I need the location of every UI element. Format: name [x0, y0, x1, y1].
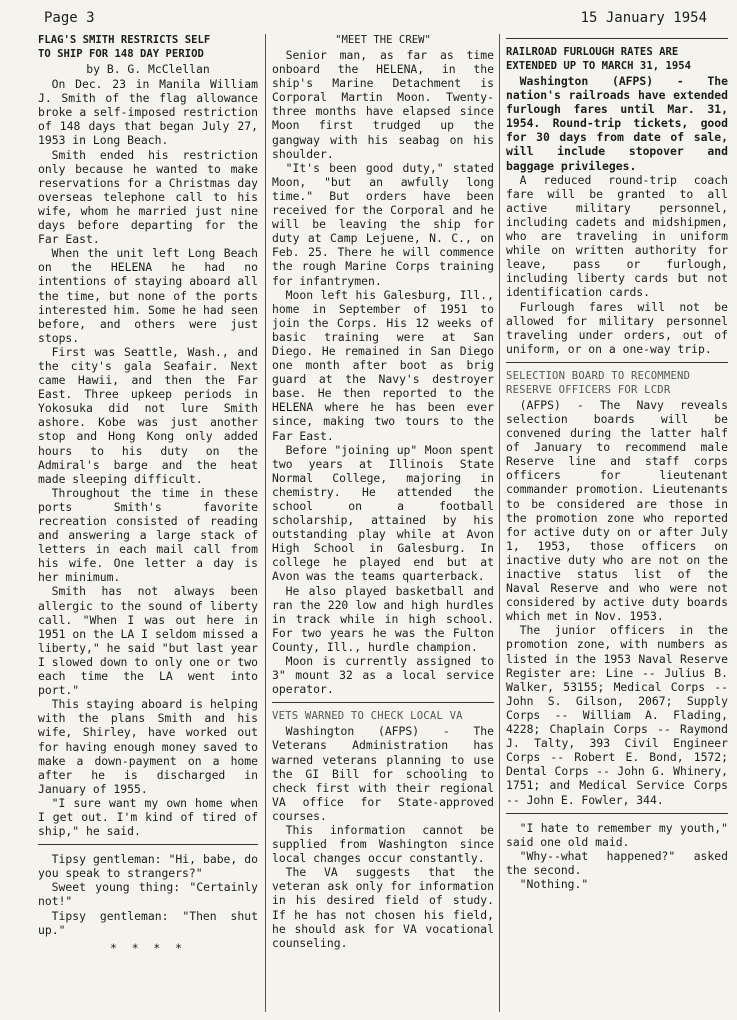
paragraph: "I sure want my own home when I get out. I'm kind of tired of ship," he said. [38, 795, 258, 839]
joke-line: "Nothing." [519, 876, 589, 891]
joke-line: "Why--what happened?" asked the second. [506, 848, 728, 877]
column-right [506, 34, 728, 1012]
paragraph: A reduced round-trip coach fare will be granted to all active military personnel, including cadets and midshipmen, who are traveling in uniform while on written authority for leave, pass or furlough, including liberty cards but not identification cards. [506, 172, 728, 300]
column-middle [272, 34, 494, 1012]
paragraph: Before "joining up" Moon spent two years at Illinois State Normal College, majoring in chemistry. He attended the school on a football scholarship, attained by his outstanding play while at Avon High School in Galesburg. In college he played end but at Avon was the teams quarterback. [272, 442, 494, 584]
headline-line: TO SHIP FOR 148 DAY PERIOD [38, 48, 204, 60]
section-stars: * * * * [109, 940, 186, 955]
paragraph: When the unit left Long Beach on the HELENA he had no intentions of staying aboard all the time, but none of the ports interested him. Some he had seen before, and others were just stops. [38, 246, 258, 345]
paragraph: Throughout the time in these ports Smith's favorite recreation consisted of reading and answering a large stack of letters in each mail call from his wife. One letter a day is her minimum. [38, 485, 258, 585]
filler-joke [506, 821, 728, 891]
headline-line: FLAG'S SMITH RESTRICTS SELF [38, 34, 211, 46]
article-vets-warned [272, 710, 494, 950]
article-smith-restriction [38, 34, 258, 838]
paragraph: The junior officers in the promotion zone, with numbers as listed in the 1953 Naval Reserve Register are: Line -- Julius B. Walker, 53155; Medical Corps -- John S. Gilson, 2067; Supply Corps -- William A. Flading, 4228; Chaplain Corps -- Raymond J. Talty, 393 Civil Engineer Corps -- Robert E. Bond, 1572; Dental Corps -- John G. Whinery, 1751; and Medical Service Corps -- John E. Fowler, 344. [506, 623, 728, 807]
paragraph: Smith ended his restriction only because he wanted to make reservations for a Christmas day overseas telephone call to his wife, whom he married just nine days before departing for the Far East. [38, 147, 258, 247]
paragraph: First was Seattle, Wash., and the city's gala Seafair. Next came Hawii, and then the Far East. Three upkeep periods in Yokosuka did not lure Smith ashore. Kobe was just another stop and Hong Kong only added hours to his duty on the Admiral's barge and the heat made sleeping difficult. [38, 344, 258, 486]
byline: by B. G. McClellan [86, 62, 210, 76]
joke-line: Sweet young thing: "Certainly not!" [38, 880, 258, 909]
divider [506, 38, 728, 39]
column-divider [499, 34, 500, 1012]
paragraph: Senior man, as far as time onboard the HELENA, in the ship's Marine Detachment is Corporal Martin Moon. Twenty-three months have elapsed since Moon first trudged up the gangway with his seabag on his shoulder. [272, 48, 494, 161]
newspaper-page [38, 34, 728, 1012]
article-selection-board [506, 370, 728, 807]
paragraph: Washington (AFPS) - The Veterans Administration has warned veterans planning to use the GI Bill for schooling to check first with their regional VA office for State-approved courses. [272, 724, 494, 823]
headline: VETS WARNED TO CHECK LOCAL VA [272, 710, 463, 723]
headline-line: EXTENDED UP TO MARCH 31, 1954 [506, 60, 691, 72]
headline: "MEET THE CREW" [335, 34, 431, 46]
page-number: Page 3 [44, 10, 95, 26]
joke-line: Tipsy gentleman: "Hi, babe, do you speak to strangers?" [38, 852, 258, 881]
paragraph: Washington (AFPS) - The nation's railroads have extended furlough fares until Mar. 31, 1954. Round-trip tickets, good for 30 days from date of sale, will include stopover and baggage privileges. [506, 74, 728, 173]
divider [272, 702, 494, 703]
paragraph: Moon is currently assigned to 3" mount 32 as a local service operator. [272, 654, 494, 697]
paragraph: (AFPS) - The Navy reveals selection boards will be convened during the latter half of January to recommend male Reserve line and staff corps officers for lieutenant commander promotion. Lieutenants to be considered are those in the promotion zone who reported for active duty on or after July 1, 1953, those officers on inactive duty who are not on the inactive status list of the Naval Reserve and who were not considered by active duty boards which met in Nov. 1953. [506, 397, 728, 624]
divider [38, 844, 258, 845]
headline-line: RAILROAD FURLOUGH RATES ARE [506, 46, 679, 58]
paragraph: He also played basketball and ran the 220 low and high hurdles in track while in high school. For two years he was the Fulton County, Ill., hurdle champion. [272, 583, 494, 654]
filler-joke [38, 852, 258, 955]
joke-line: Tipsy gentleman: "Then shut up." [38, 908, 258, 937]
issue-date: 15 January 1954 [580, 10, 707, 26]
divider [506, 813, 728, 814]
divider [506, 362, 728, 363]
paragraph: Smith has not always been allergic to the sound of liberty call. "When I was out here in 1951 on the LA I seldom missed a liberty," he said "but last year I slowed down to only one or two each time the LA went into port." [38, 584, 258, 698]
column-divider [265, 34, 266, 1012]
article-railroad-furlough [506, 46, 728, 356]
paragraph: Furlough fares will not be allowed for military personnel traveling under orders, out of uniform, or on a one-way trip. [506, 299, 728, 356]
paragraph: "It's been good duty," stated Moon, "but an awfully long time." But orders have been received for the Corporal and he will be leaving the ship for duty at Camp Lejuene, N. C., on Feb. 25. There he will commence the rough Marine Corps training for infantrymen. [272, 160, 494, 288]
paragraph: This information cannot be supplied from Washington since local changes occur constantly. [272, 822, 494, 866]
paragraph: Moon left his Galesburg, Ill., home in September of 1951 to join the Corps. His 12 weeks of basic training were at San Diego. He remained in San Diego one month after boot as brig guard at the Navy's destroyer base. He then reported to the HELENA where he has been ever since, making two tours to the Far East. [272, 287, 494, 443]
column-left [38, 34, 258, 1012]
joke-line: "I hate to remember my youth," said one old maid. [506, 820, 728, 849]
headline-line: RESERVE OFFICERS FOR LCDR [506, 383, 671, 396]
paragraph: The VA suggests that the veteran ask only for information in his desired field of study. If he has not chosen his field, he should ask for VA vocational counseling. [272, 865, 494, 950]
paragraph: This staying aboard is helping with the plans Smith and his wife, Shirley, have worked out for having enough money saved to make a down-payment on a home after he is discharged in January of 1955. [38, 697, 258, 796]
paragraph: On Dec. 23 in Manila William J. Smith of the flag allowance broke a self-imposed restriction of 148 days that began July 27, 1953 in Long Beach. [38, 77, 258, 148]
page-header [0, 10, 737, 30]
article-meet-the-crew [272, 34, 494, 696]
headline-line: SELECTION BOARD TO RECOMMEND [506, 369, 691, 382]
